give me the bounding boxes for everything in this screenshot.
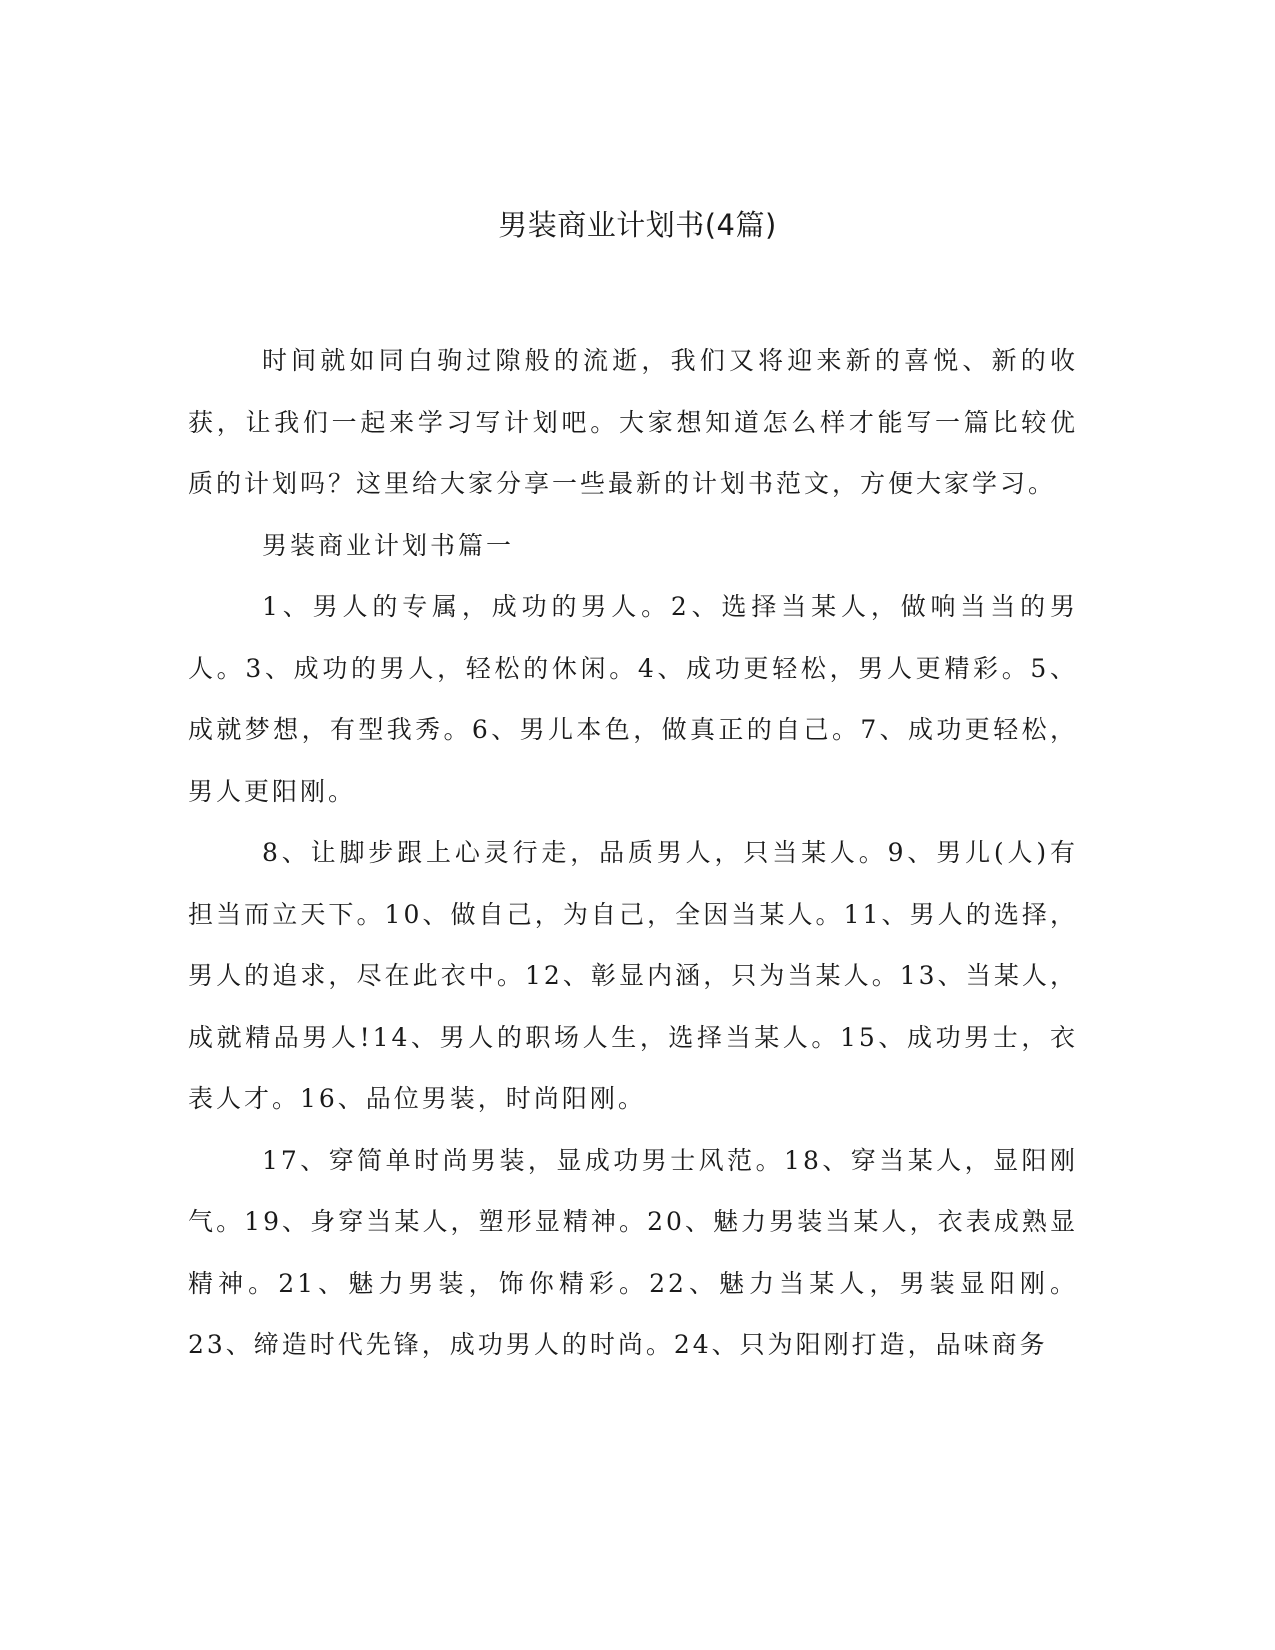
document-body [188,330,1078,1376]
slogan-paragraph: 17、穿简单时尚男装，显成功男士风范。18、穿当某人，显阳刚气。19、身穿当某人，塑形显精神。20、魅力男装当某人，衣表成熟显精神。21、魅力男装，饰你精彩。22、魅力当某人，男装显阳刚。23、缔造时代先锋，成功男人的时尚。24、只为阳刚打造，品味商务 [188,1145,1078,1359]
intro-paragraph: 时间就如同白驹过隙般的流逝，我们又将迎来新的喜悦、新的收获，让我们一起来学习写计划吧。大家想知道怎么样才能写一篇比较优质的计划吗？这里给大家分享一些最新的计划书范文，方便大家学习。 [188,346,1078,498]
section-heading: 男装商业计划书篇一 [262,530,515,560]
slogan-paragraph: 1、男人的专属，成功的男人。2、选择当某人，做响当当的男人。3、成功的男人，轻松的休闲。4、成功更轻松，男人更精彩。5、成就梦想，有型我秀。6、男儿本色，做真正的自己。7、成功更轻松，男人更阳刚。 [188,592,1078,806]
document-title: 男装商业计划书(4篇) [498,208,777,242]
slogan-paragraph: 8、让脚步跟上心灵行走，品质男人，只当某人。9、男儿(人)有担当而立天下。10、做自己，为自己，全因当某人。11、男人的选择，男人的追求，尽在此衣中。12、彰显内涵，只为当某人。13、当某人，成就精品男人!14、男人的职场人生，选择当某人。15、成功男士，衣表人才。16、品位男装，时尚阳刚。 [188,838,1078,1113]
